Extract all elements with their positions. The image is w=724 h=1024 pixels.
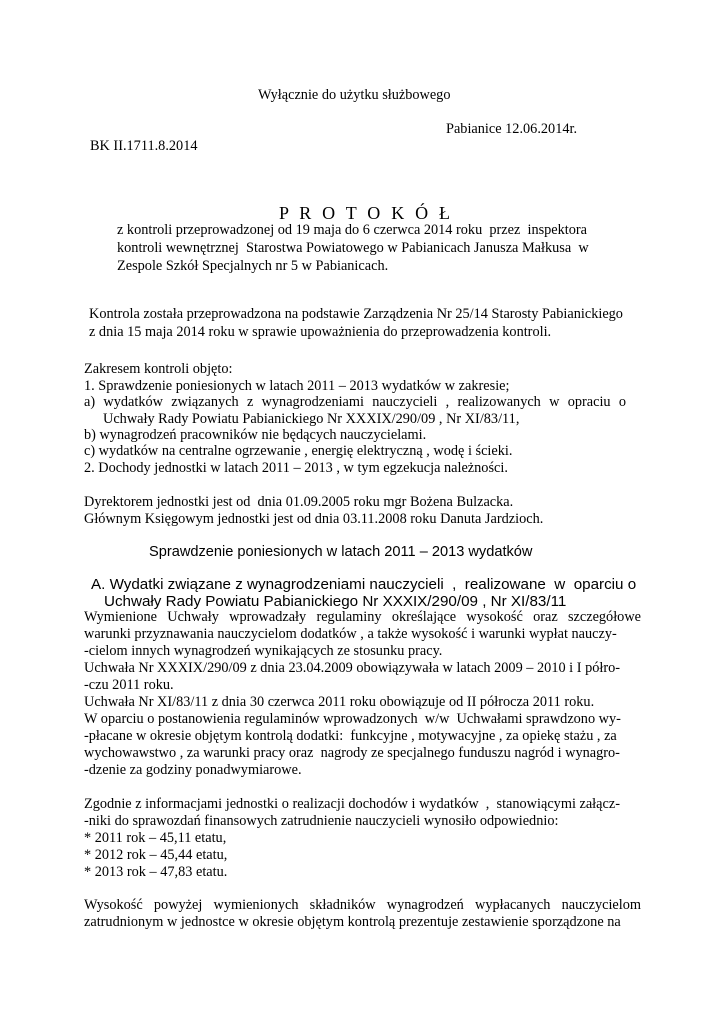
scope-item: 1. Sprawdzenie poniesionych w latach 2011 – 2013 wydatków w zakresie;: [84, 378, 510, 394]
scope-item: c) wydatków na centralne ogrzewanie , energię elektryczną , wodę i ścieki.: [84, 443, 513, 459]
body-line: Uchwała Nr XI/83/11 z dnia 30 czerwca 2011 roku obowiązuje od II półrocza 2011 roku.: [84, 694, 595, 710]
body-line: Uchwała Nr XXXIX/290/09 z dnia 23.04.2009 obowiązywała w latach 2009 – 2010 i I półro-: [84, 660, 621, 676]
body-line: -czu 2011 roku.: [84, 677, 174, 693]
body-line: wychowawstwo , za warunki pracy oraz nagrody ze specjalnego funduszu nagród i wynagro-: [84, 745, 620, 761]
subtitle-line: z kontroli przeprowadzonej od 19 maja do 6 czerwca 2014 roku przez inspektora: [117, 222, 588, 238]
place-date: Pabianice 12.06.2014r.: [446, 121, 578, 137]
subtitle-line: kontroli wewnętrznej Starostwa Powiatowego w Pabianicach Janusza Małkusa w: [117, 240, 589, 256]
body-line: Zgodnie z informacjami jednostki o realizacji dochodów i wydatków , stanowiącymi załącz-: [84, 796, 620, 812]
reference-number: BK II.1711.8.2014: [90, 138, 198, 154]
body-line: Wysokość powyżej wymienionych składników wynagrodzeń wypłacanych nauczycielom: [84, 897, 641, 913]
basis-line: z dnia 15 maja 2014 roku w sprawie upoważnienia do przeprowadzenia kontroli.: [89, 324, 552, 340]
scope-item: 2. Dochody jednostki w latach 2011 – 2013 , w tym egzekucja należności.: [84, 460, 508, 476]
director-line: Dyrektorem jednostki jest od dnia 01.09.2005 roku mgr Bożena Bulzacka.: [84, 494, 514, 510]
body-line: zatrudnionym w jednostce w okresie objętym kontrolą prezentuje zestawienie sporządzone na: [84, 914, 621, 930]
body-line: Wymienione Uchwały wprowadzały regulaminy określające wysokość oraz szczegółowe: [84, 609, 641, 625]
section-heading: Sprawdzenie poniesionych w latach 2011 – 2013 wydatków: [149, 544, 533, 560]
body-line: warunki przyznawania nauczycielom dodatków , a także wysokość i warunki wypłat nauczy-: [84, 626, 617, 642]
subtitle-line: Zespole Szkół Specjalnych nr 5 w Pabianicach.: [117, 258, 389, 274]
body-line: -płacane w okresie objętym kontrolą dodatki: funkcyjne , motywacyjne , za opiekę stażu , za: [84, 728, 617, 744]
restriction-note: Wyłącznie do użytku służbowego: [258, 87, 451, 103]
scope-item: b) wynagrodzeń pracowników nie będących nauczycielami.: [84, 427, 427, 443]
basis-line: Kontrola została przeprowadzona na podstawie Zarządzenia Nr 25/14 Starosty Pabianickiego: [89, 306, 623, 322]
staffing-item: * 2012 rok – 45,44 etatu,: [84, 847, 228, 863]
scope-item: a) wydatków związanych z wynagrodzeniami nauczycieli , realizowanych w opraciu o: [84, 394, 626, 410]
body-line: -cielom innych wynagrodzeń wynikających ze stosunku pracy.: [84, 643, 443, 659]
body-line: -niki do sprawozdań finansowych zatrudnienie nauczycieli wynosiło odpowiednio:: [84, 813, 559, 829]
scope-item: Uchwały Rady Powiatu Pabianickiego Nr XXXIX/290/09 , Nr XI/83/11,: [103, 411, 520, 427]
subsection-heading: A. Wydatki związane z wynagrodzeniami nauczycieli , realizowane w oparciu o: [91, 576, 637, 593]
staffing-item: * 2011 rok – 45,11 etatu,: [84, 830, 227, 846]
subsection-heading: Uchwały Rady Powiatu Pabianickiego Nr XXXIX/290/09 , Nr XI/83/11: [104, 593, 567, 610]
document-title: P R O T O K Ó Ł: [279, 203, 454, 223]
accountant-line: Głównym Księgowym jednostki jest od dnia 03.11.2008 roku Danuta Jardzioch.: [84, 511, 544, 527]
body-line: -dzenie za godziny ponadwymiarowe.: [84, 762, 302, 778]
scope-heading: Zakresem kontroli objęto:: [84, 361, 233, 377]
body-line: W oparciu o postanowienia regulaminów wprowadzonych w/w Uchwałami sprawdzono wy-: [84, 711, 621, 727]
staffing-item: * 2013 rok – 47,83 etatu.: [84, 864, 228, 880]
